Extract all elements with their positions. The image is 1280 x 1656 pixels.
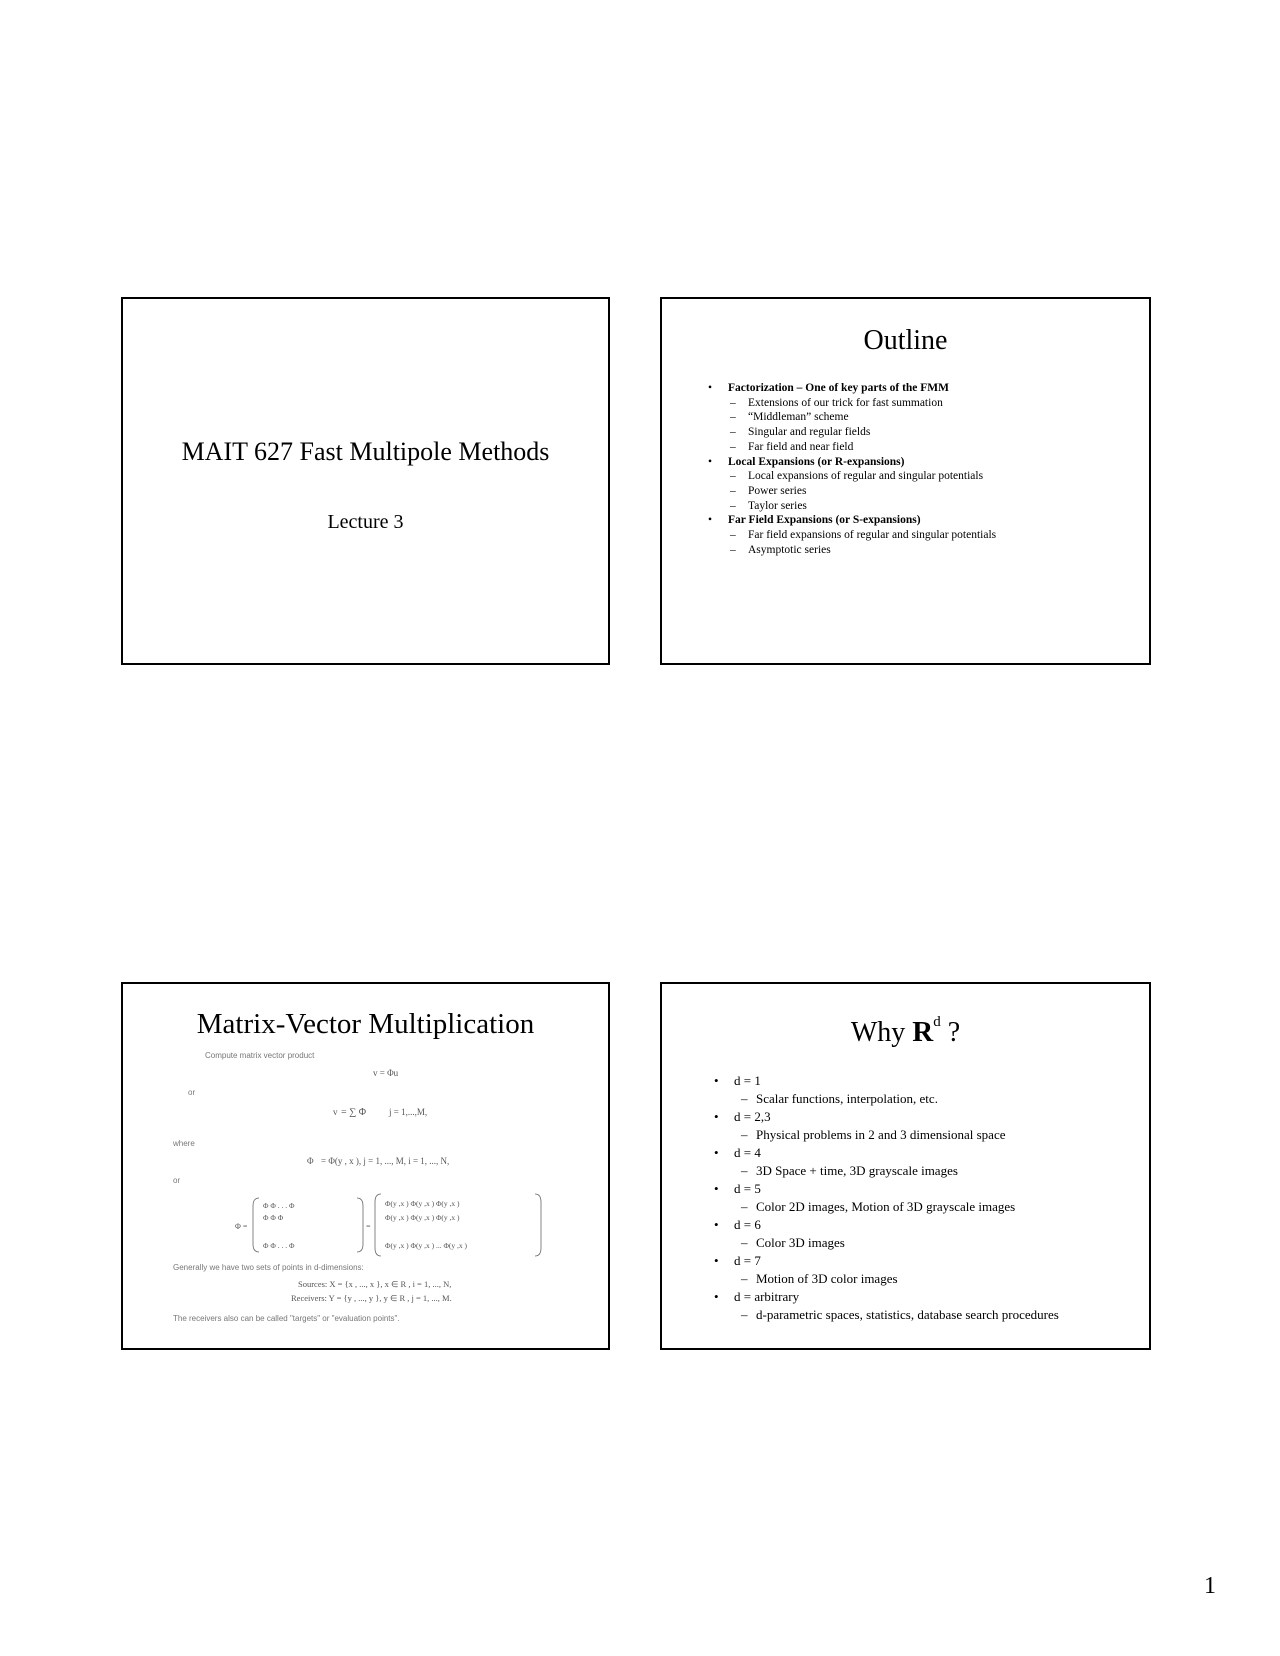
slide-why-rd	[660, 982, 1151, 1350]
dimension-bullet: • d = 6	[714, 1216, 1059, 1234]
outline-section: • Far Field Expansions (or S-expansions)	[708, 513, 996, 528]
outline-title: Outline	[863, 325, 948, 356]
dimension-sub-item: – d-parametric spaces, statistics, database search procedures	[714, 1306, 1059, 1324]
why-rd-list	[714, 1072, 1059, 1324]
outline-item: – Taylor series	[708, 499, 996, 514]
matrix-right-bracket-close	[535, 1194, 541, 1256]
or-text: or	[188, 1088, 196, 1097]
footer-text: The receivers also can be called "targets" or "evaluation points".	[173, 1314, 400, 1323]
equation-phi-ji: Φ	[307, 1156, 314, 1166]
outline-list	[708, 381, 996, 557]
dimension-bullet: • d = arbitrary	[714, 1288, 1059, 1306]
title-bold-r: R	[912, 1016, 934, 1048]
matrix-vector-title: Matrix-Vector Multiplication	[196, 1008, 535, 1040]
receivers-equation: Receivers: Y = {y , ..., y }, y ∈ R , j = 1, ..., M.	[291, 1293, 452, 1303]
matrix-left-bracket-open	[253, 1198, 259, 1252]
outline-item: – Local expansions of regular and singular potentials	[708, 469, 996, 484]
lecture-title: MAIT 627 Fast Multipole Methods	[181, 437, 550, 466]
sources-equation: Sources: X = {x , ..., x }, x ∈ R , i = 1, ..., N,	[298, 1279, 452, 1289]
matrix-left-row: Φ Φ . . . Φ	[263, 1201, 295, 1210]
matrix-right-row: Φ(y ,x ) Φ(y ,x ) Φ(y ,x )	[385, 1199, 460, 1208]
or-text: or	[173, 1176, 181, 1185]
equation-v-phi-u: v = Φu	[373, 1068, 399, 1078]
dimension-sub-item: – Motion of 3D color images	[714, 1270, 1059, 1288]
title-suffix: ?	[947, 1017, 961, 1048]
dimension-bullet: • d = 7	[714, 1252, 1059, 1270]
outline-section: • Local Expansions (or R-expansions)	[708, 455, 996, 470]
where-text: where	[173, 1139, 195, 1148]
dimension-bullet: • d = 5	[714, 1180, 1059, 1198]
dimension-sub-item: – Color 2D images, Motion of 3D grayscale images	[714, 1198, 1059, 1216]
equation-sum-range: j = 1,...,M,	[389, 1107, 428, 1117]
outline-item: – Far field and near field	[708, 440, 996, 455]
equals-sign: =	[366, 1222, 371, 1231]
dimension-sub-item: – Physical problems in 2 and 3 dimensional space	[714, 1126, 1059, 1144]
matrix-right-bracket-open	[375, 1194, 381, 1256]
why-rd-title	[662, 1016, 1149, 1049]
intro-text: Compute matrix vector product	[205, 1051, 315, 1060]
matrix-left-row: Φ Φ . . . Φ	[263, 1241, 295, 1250]
matrix-left-row: Φ Φ Φ	[263, 1213, 284, 1222]
outline-item: – Power series	[708, 484, 996, 499]
outline-item: – Singular and regular fields	[708, 425, 996, 440]
matrix-label: Φ =	[235, 1222, 248, 1231]
outline-item: – “Middleman” scheme	[708, 410, 996, 425]
matrix-vector-equations	[123, 984, 610, 1350]
lecture-subtitle: Lecture 3	[327, 511, 404, 533]
equation-phi-ji-rhs: = Φ(y , x ), j = 1, ..., M, i = 1, ..., N,	[321, 1156, 450, 1166]
matrix-right-row: Φ(y ,x ) Φ(y ,x ) ... Φ(y ,x )	[385, 1241, 468, 1250]
page-number: 1	[1204, 1573, 1216, 1599]
slide-matrix-vector	[121, 982, 610, 1350]
dimension-bullet: • d = 2,3	[714, 1108, 1059, 1126]
slide-title	[121, 297, 610, 665]
matrix-right-row: Φ(y ,x ) Φ(y ,x ) Φ(y ,x )	[385, 1213, 460, 1222]
dimension-sub-item: – 3D Space + time, 3D grayscale images	[714, 1162, 1059, 1180]
outline-item: – Asymptotic series	[708, 543, 996, 558]
dimension-sub-item: – Color 3D images	[714, 1234, 1059, 1252]
equation-sum-rhs: = ∑ Φ	[341, 1107, 367, 1118]
title-prefix: Why	[850, 1017, 906, 1048]
outline-item: – Extensions of our trick for fast summation	[708, 396, 996, 411]
generally-text: Generally we have two sets of points in d-dimensions:	[173, 1263, 364, 1272]
outline-item: – Far field expansions of regular and singular potentials	[708, 528, 996, 543]
equation-sum-lhs: v	[333, 1107, 338, 1117]
outline-section: • Factorization – One of key parts of the FMM	[708, 381, 996, 396]
dimension-bullet: • d = 1	[714, 1072, 1059, 1090]
title-superscript: d	[933, 1014, 941, 1030]
slide-outline	[660, 297, 1151, 665]
matrix-left-bracket-close	[357, 1198, 363, 1252]
dimension-sub-item: – Scalar functions, interpolation, etc.	[714, 1090, 1059, 1108]
dimension-bullet: • d = 4	[714, 1144, 1059, 1162]
